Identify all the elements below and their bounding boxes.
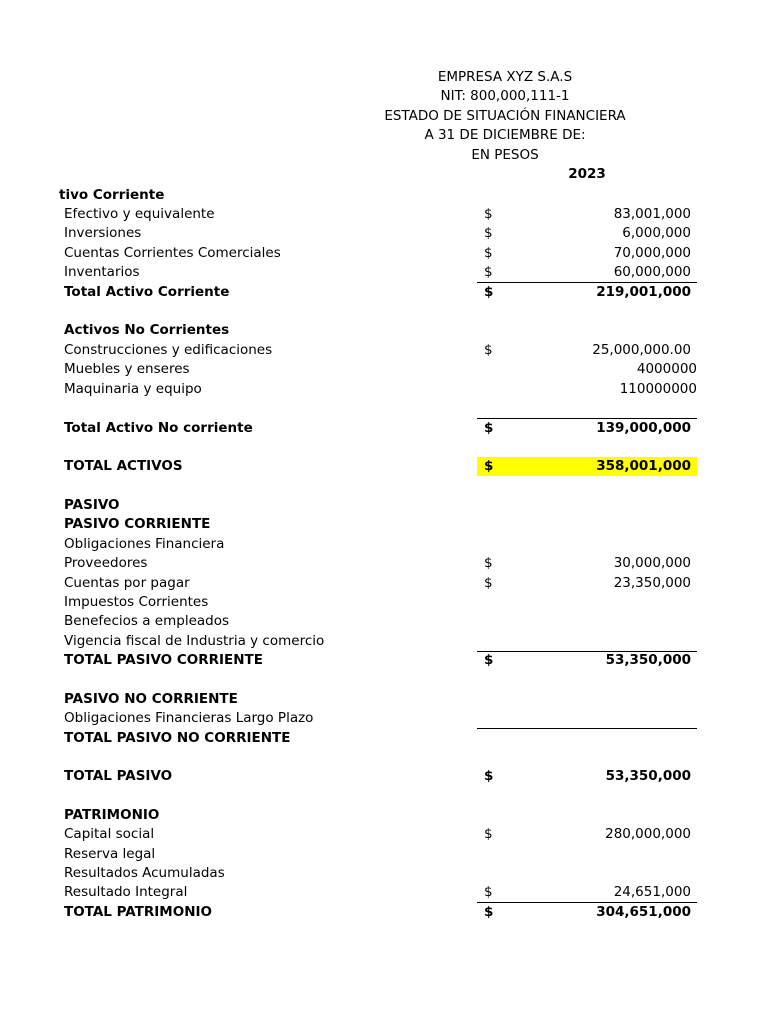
table-row: Cuentas Corrientes Comerciales $ 70,000,000: [64, 245, 691, 261]
table-row: Obligaciones Financiera: [64, 536, 225, 552]
total-row-patrimonio: TOTAL PATRIMONIO $ 304,651,000: [64, 904, 691, 920]
table-row: Vigencia fiscal de Industria y comercio: [64, 633, 325, 649]
table-row: Reserva legal: [64, 846, 156, 862]
statement-currency: EN PESOS: [471, 147, 539, 163]
section-heading-activo-corriente: tivo Corriente: [59, 187, 165, 203]
year-column-header: 2023: [568, 166, 606, 182]
section-heading-pasivo-no-corriente: PASIVO NO CORRIENTE: [64, 691, 238, 707]
total-row-activo-corriente: Total Activo Corriente $ 219,001,000: [64, 284, 691, 300]
table-row: Capital social $ 280,000,000: [64, 826, 691, 842]
table-row: Obligaciones Financieras Largo Plazo: [64, 710, 314, 726]
table-row: Muebles y enseres 4000000: [64, 361, 697, 377]
table-row: Maquinaria y equipo 110000000: [64, 381, 697, 397]
table-row: Proveedores $ 30,000,000: [64, 555, 691, 571]
table-row: Construcciones y edificaciones $ 25,000,000.00: [64, 342, 691, 358]
statement-title: ESTADO DE SITUACIÓN FINANCIERA: [384, 108, 626, 124]
section-heading-activo-no-corriente: Activos No Corrientes: [64, 322, 230, 338]
section-heading-patrimonio: PATRIMONIO: [64, 807, 160, 823]
total-row-activos: TOTAL ACTIVOS $ 358,001,000: [64, 458, 691, 474]
statement-date: A 31 DE DICIEMBRE DE:: [424, 127, 586, 143]
table-row: Resultado Integral $ 24,651,000: [64, 884, 691, 900]
section-heading-pasivo: PASIVO: [64, 497, 120, 513]
table-row: Benefecios a empleados: [64, 613, 230, 629]
table-row: Resultados Acumuladas: [64, 865, 225, 881]
total-row-pasivo: TOTAL PASIVO $ 53,350,000: [64, 768, 691, 784]
table-row: Cuentas por pagar $ 23,350,000: [64, 575, 691, 591]
total-row-pasivo-no-corriente: TOTAL PASIVO NO CORRIENTE: [64, 730, 291, 746]
total-row-activo-no-corriente: Total Activo No corriente $ 139,000,000: [64, 420, 691, 436]
section-heading-pasivo-corriente: PASIVO CORRIENTE: [64, 516, 211, 532]
total-row-pasivo-corriente: TOTAL PASIVO CORRIENTE $ 53,350,000: [64, 652, 691, 668]
table-row: Impuestos Corrientes: [64, 594, 209, 610]
table-row: Inventarios $ 60,000,000: [64, 264, 691, 280]
company-name: EMPRESA XYZ S.A.S: [437, 69, 573, 85]
table-row: Inversiones $ 6,000,000: [64, 225, 691, 241]
table-row: Efectivo y equivalente $ 83,001,000: [64, 206, 691, 222]
company-nit: NIT: 800,000,111-1: [440, 88, 570, 104]
